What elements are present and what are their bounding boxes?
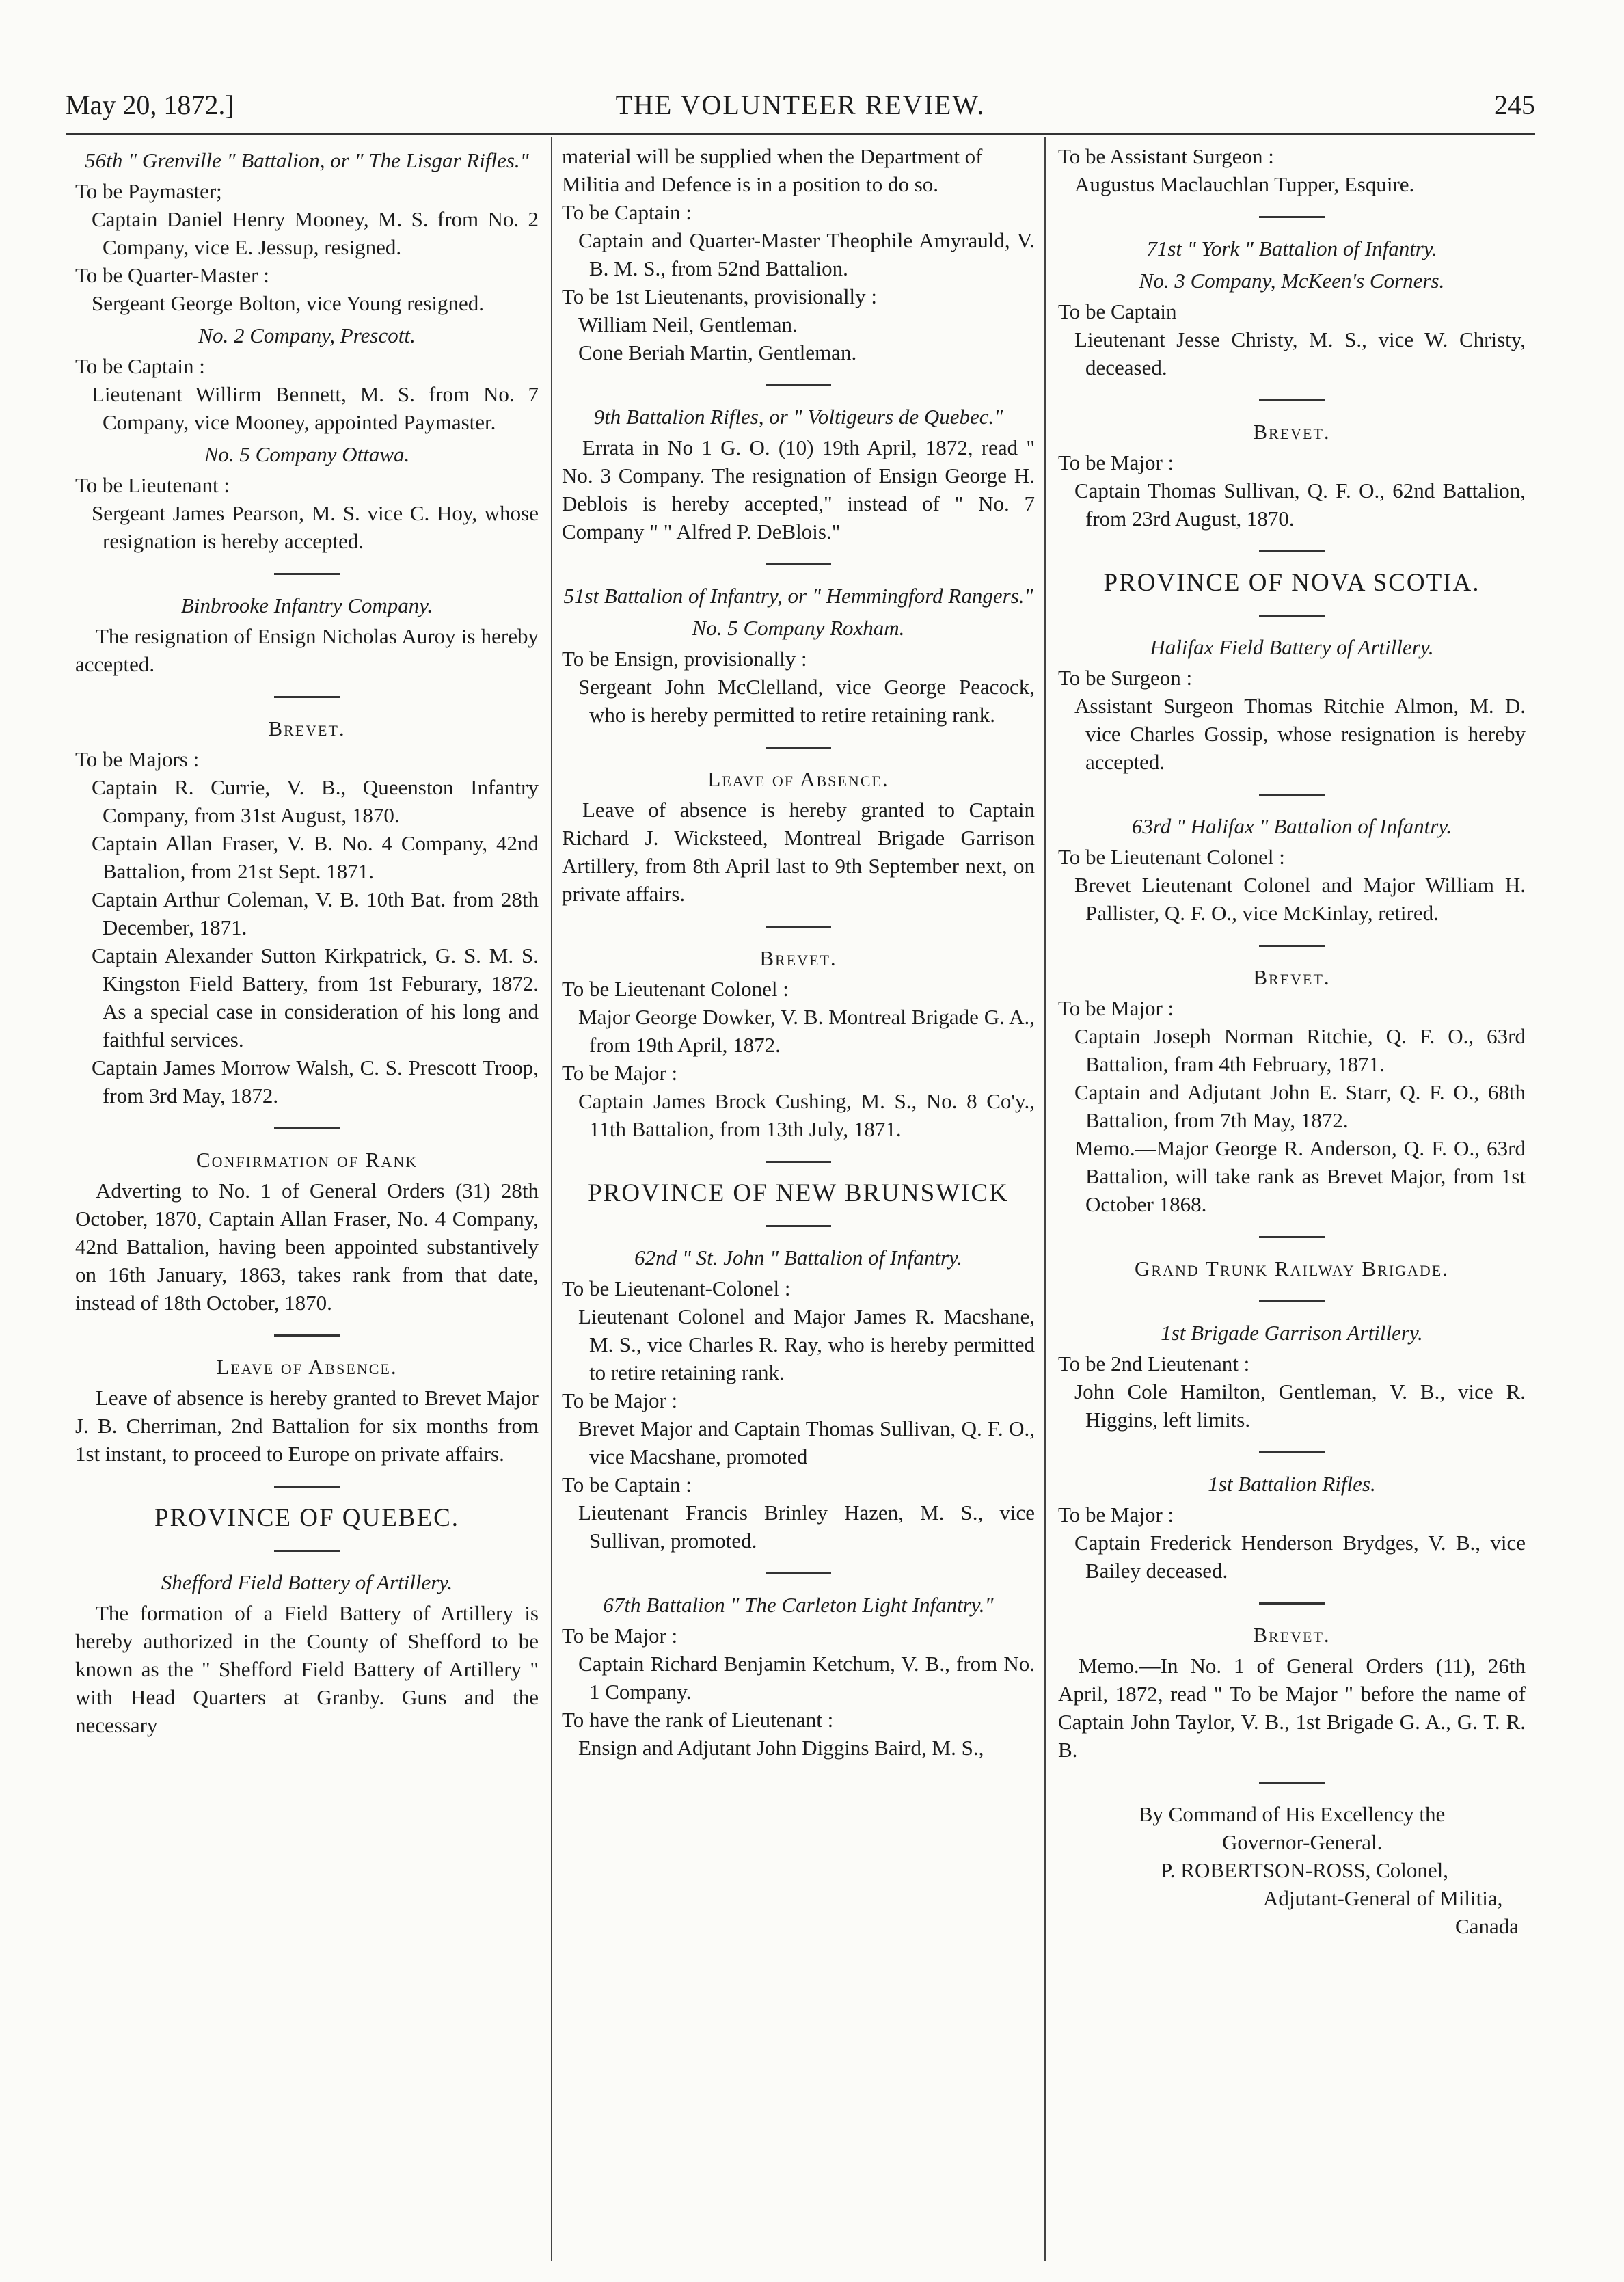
signature-line: Canada [1455,1914,1519,1938]
province-heading: PROVINCE OF NOVA SCOTIA. [1103,569,1480,597]
signature-line: Adjutant-General of Militia, [1263,1886,1503,1910]
entry: Major George Dowker, V. B. Montreal Brigade G. A., from 19th April, 1872. [578,1005,1035,1057]
entry: Ensign and Adjutant John Diggins Baird, M. S., [578,1736,984,1760]
entry: Captain Allan Fraser, V. B. No. 4 Company, 42nd Battalion, from 21st Sept. 1871. [92,831,539,883]
divider-rule [766,563,831,565]
paragraph: Memo.—In No. 1 of General Orders (11), 26th April, 1872, read " To be Major " before the name of Captain John Taylor, V. B., 1st Brigade G. A., G. T. R. B. [1058,1654,1526,1762]
appointment-line: To be 1st Lieutenants, provisionally : [562,284,878,308]
appointment-line: To be Quarter-Master : [75,263,269,287]
entry: Memo.—Major George R. Anderson, Q. F. O., 63rd Battalion, will take rank as Brevet Major, from 1st October 1868. [1074,1136,1526,1216]
entry: Lieutenant Willirm Bennett, M. S. from No. 7 Company, vice Mooney, appointed Paymaster. [92,382,539,434]
appointment-line: To be Majors : [75,747,200,771]
divider-rule [766,926,831,928]
entry: Assistant Surgeon Thomas Ritchie Almon, M. D. vice Charles Gossip, whose resignation is hereby accepted. [1074,694,1526,774]
paragraph: The formation of a Field Battery of Artillery is hereby authorized in the County of Shefford to be known as the " Shefford Field Battery of Artillery " with Head Quarters at Granby. Guns and the necessary [75,1601,539,1737]
section-heading: 51st Battalion of Infantry, or " Hemmingford Rangers." [563,584,1033,608]
subsection-heading: Grand Trunk Railway Brigade. [1135,1257,1449,1280]
paragraph: Leave of absence is hereby granted to Brevet Major J. B. Cherriman, 2nd Battalion for six months from 1st instant, to proceed to Europe on private affairs. [75,1386,539,1466]
appointment-line: To be Ensign, provisionally : [562,647,807,671]
divider-rule [766,1161,831,1163]
appointment-line: To be Major : [1058,996,1174,1020]
entry: Captain Richard Benjamin Ketchum, V. B., from No. 1 Company. [578,1652,1035,1704]
signature-line: Governor-General. [1222,1830,1383,1854]
page-header [66,81,1535,135]
column-2 [551,137,1046,2261]
entry: John Cole Hamilton, Gentleman, V. B., vice R. Higgins, left limits. [1074,1380,1526,1432]
appointment-line: To be Major : [562,1061,678,1085]
entry: Sergeant John McClelland, vice George Peacock, who is hereby permitted to retire retaining rank. [578,675,1035,727]
subsection-heading: Leave of Absence. [707,767,889,791]
paragraph: Errata in No 1 G. O. (10) 19th April, 1872, read " No. 3 Company. The resignation of Ensign George H. Deblois is hereby accepted," instead of " No. 7 Company " " Alfred P. DeBlois." [562,435,1035,543]
entry: Captain Joseph Norman Ritchie, Q. F. O., 63rd Battalion, fram 4th February, 1871. [1074,1024,1526,1076]
divider-rule [1259,399,1325,401]
section-heading: 1st Battalion Rifles. [1208,1472,1376,1496]
subsection-heading: Brevet. [1253,965,1331,989]
divider-rule [274,1486,340,1488]
appointment-line: To have the rank of Lieutenant : [562,1708,834,1732]
section-heading: 56th " Grenville " Battalion, or " The Lisgar Rifles." [85,148,529,172]
section-heading: Halifax Field Battery of Artillery. [1150,635,1434,659]
divider-rule [1259,1236,1325,1238]
entry: Lieutenant Jesse Christy, M. S., vice W. Christy, deceased. [1074,327,1526,379]
subsection-heading: Brevet. [268,716,346,740]
entry: Captain and Adjutant John E. Starr, Q. F. O., 68th Battalion, from 7th May, 1872. [1074,1080,1526,1132]
appointment-line: To be Lieutenant Colonel : [1058,845,1285,869]
appointment-line: To be Major : [1058,451,1174,474]
divider-rule [766,1225,831,1227]
section-heading: Binbrooke Infantry Company. [180,593,433,617]
divider-rule [1259,1602,1325,1605]
entry: Captain Alexander Sutton Kirkpatrick, G. S. M. S. Kingston Field Battery, from 1st Feburary, 1872. As a special case in consideration of his long and faithful services. [92,943,539,1051]
appointment-line: To be Captain : [562,200,692,224]
paragraph: The resignation of Ensign Nicholas Auroy is hereby accepted. [75,624,539,676]
divider-rule [766,384,831,386]
entry: Cone Beriah Martin, Gentleman. [578,340,857,364]
appointment-line: To be Paymaster; [75,179,222,203]
entry: Brevet Lieutenant Colonel and Major William H. Pallister, Q. F. O., vice McKinlay, retired. [1074,873,1526,925]
divider-rule [274,1334,340,1337]
divider-rule [1259,216,1325,218]
appointment-line: To be 2nd Lieutenant : [1058,1352,1250,1375]
appointment-line: To be Lieutenant : [75,473,230,497]
subsection-heading: Brevet. [1253,420,1331,444]
entry: Captain James Morrow Walsh, C. S. Prescott Troop, from 3rd May, 1872. [92,1056,539,1108]
signature-line: P. ROBERTSON-ROSS, Colonel, [1161,1858,1449,1882]
section-heading: No. 3 Company, McKeen's Corners. [1139,269,1445,293]
section-heading: No. 5 Company Roxham. [692,616,905,640]
subsection-heading: Brevet. [1253,1623,1331,1647]
divider-rule [274,573,340,575]
column-1 [66,137,548,2261]
appointment-line: To be Lieutenant Colonel : [562,977,789,1001]
page-number: 245 [1494,90,1535,120]
column-3 [1048,137,1535,2261]
divider-rule [1259,1782,1325,1784]
paragraph: Leave of absence is hereby granted to Captain Richard J. Wicksteed, Montreal Brigade Garrison Artillery, from 8th April last to 9th September next, on private affairs. [562,798,1035,906]
section-heading: 1st Brigade Garrison Artillery. [1161,1321,1423,1345]
divider-rule [766,1572,831,1574]
entry: Captain and Quarter-Master Theophile Amyrauld, V. B. M. S., from 52nd Battalion. [578,228,1035,280]
divider-rule [1259,615,1325,617]
entry: Captain Arthur Coleman, V. B. 10th Bat. from 28th December, 1871. [92,887,539,939]
paragraph: Adverting to No. 1 of General Orders (31) 28th October, 1870, Captain Allan Fraser, No. 4 Company, 42nd Battalion, having been appointed substantively on 16th January, 1863, takes rank from that date, instead of 18th October, 1870. [75,1179,539,1315]
entry: William Neil, Gentleman. [578,312,798,336]
appointment-line: To be Major : [1058,1503,1174,1527]
entry: Augustus Maclauchlan Tupper, Esquire. [1074,172,1415,196]
section-heading: Shefford Field Battery of Artillery. [161,1570,453,1594]
appointment-line: To be Lieutenant-Colonel : [562,1276,791,1300]
entry: Captain Thomas Sullivan, Q. F. O., 62nd Battalion, from 23rd August, 1870. [1074,479,1526,531]
section-heading: No. 2 Company, Prescott. [198,323,416,347]
divider-rule [1259,1451,1325,1453]
entry: Captain R. Currie, V. B., Queenston Infantry Company, from 31st August, 1870. [92,775,539,827]
divider-rule [1259,794,1325,796]
entry: Captain Daniel Henry Mooney, M. S. from No. 2 Company, vice E. Jessup, resigned. [92,207,539,259]
divider-rule [274,696,340,698]
divider-rule [1259,550,1325,552]
province-heading: PROVINCE OF QUEBEC. [154,1504,460,1532]
section-heading: 63rd " Halifax " Battalion of Infantry. [1131,814,1452,838]
appointment-line: To be Captain : [75,354,205,378]
section-heading: 9th Battalion Rifles, or " Voltigeurs de Quebec." [593,405,1003,429]
signature-line: By Command of His Excellency the [1138,1802,1446,1826]
section-heading: 67th Battalion " The Carleton Light Infantry." [603,1593,994,1617]
section-heading: No. 5 Company Ottawa. [204,442,410,466]
divider-rule [766,747,831,749]
appointment-line: To be Captain [1058,299,1177,323]
appointment-line: To be Major : [562,1624,678,1648]
subsection-heading: Brevet. [759,946,837,970]
appointment-line: To be Captain : [562,1473,692,1496]
paragraph: material will be supplied when the Department of Militia and Defence is in a position to do so. [562,144,983,196]
section-heading: 62nd " St. John " Battalion of Infantry. [634,1246,962,1270]
divider-rule [274,1550,340,1552]
header-date: May 20, 1872.] [66,90,234,120]
subsection-heading: Leave of Absence. [216,1355,398,1379]
header-title: THE VOLUNTEER REVIEW. [615,90,986,120]
entry: Sergeant James Pearson, M. S. vice C. Hoy, whose resignation is hereby accepted. [92,501,539,553]
divider-rule [1259,1300,1325,1302]
entry: Brevet Major and Captain Thomas Sullivan, Q. F. O., vice Macshane, promoted [578,1417,1035,1468]
subsection-heading: Confirmation of Rank [195,1148,418,1172]
appointment-line: To be Surgeon : [1058,666,1193,690]
divider-rule [274,1127,340,1129]
divider-rule [1259,945,1325,947]
entry: Captain Frederick Henderson Brydges, V. B., vice Bailey deceased. [1074,1531,1526,1583]
appointment-line: To be Major : [562,1388,678,1412]
appointment-line: To be Assistant Surgeon : [1058,144,1274,168]
entry: Captain James Brock Cushing, M. S., No. 8 Co'y., 11th Battalion, from 13th July, 1871. [578,1089,1035,1141]
section-heading: 71st " York " Battalion of Infantry. [1146,237,1437,260]
province-heading: PROVINCE OF NEW BRUNSWICK [588,1179,1009,1207]
entry: Lieutenant Colonel and Major James R. Macshane, M. S., vice Charles R. Ray, who is hereby permitted to retire retaining rank. [578,1304,1035,1384]
entry: Sergeant George Bolton, vice Young resigned. [92,291,484,315]
entry: Lieutenant Francis Brinley Hazen, M. S., vice Sullivan, promoted. [578,1501,1035,1553]
